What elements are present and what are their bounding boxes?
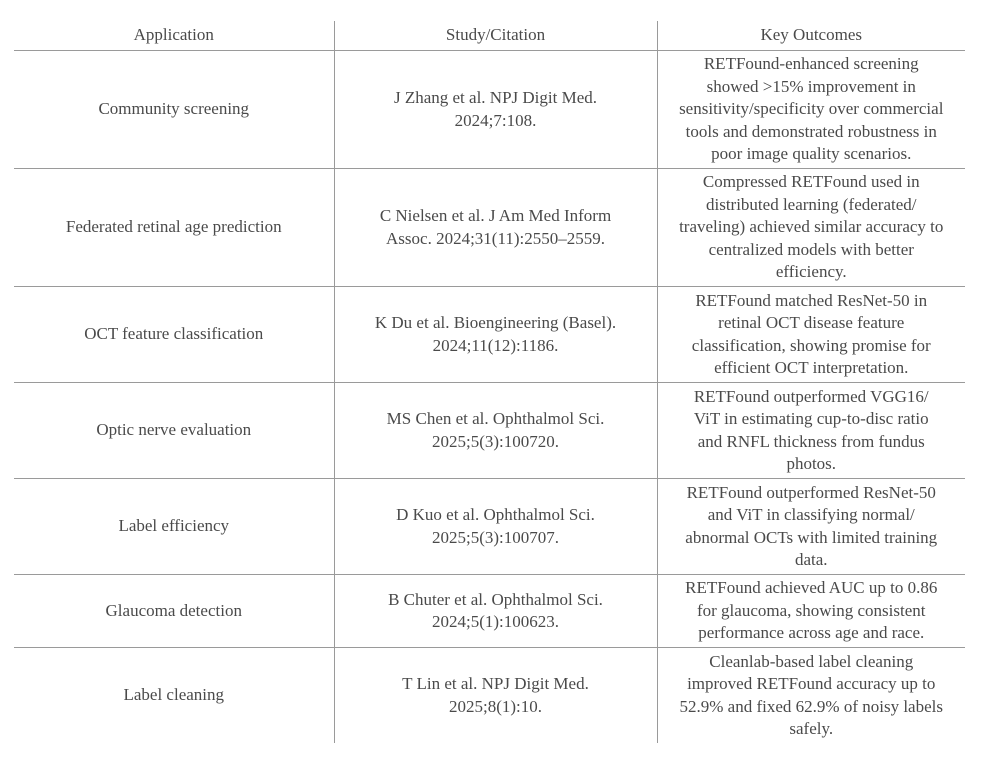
outcome-line: ViT in estimating cup-to-disc ratio: [693, 409, 929, 428]
application-cell: Optic nerve evaluation: [14, 383, 334, 479]
header-study-citation: Study/Citation: [334, 21, 657, 51]
outcome-cell: [657, 287, 965, 383]
outcome-cell: [657, 169, 965, 287]
table-header-row: [14, 21, 965, 51]
application-cell: Label efficiency: [14, 479, 334, 575]
outcome-cell: [657, 383, 965, 479]
outcome-line: RETFound matched ResNet-50 in: [695, 290, 928, 310]
outcome-line: centralized models with better: [708, 239, 914, 259]
application-cell: Community screening: [14, 51, 334, 169]
citation-line: 2025;8(1):10.: [448, 696, 543, 716]
results-table-container: [14, 21, 965, 743]
citation-line: B Chuter et al. Ophthalmol Sci.: [388, 589, 603, 609]
table-row: [14, 51, 965, 169]
outcome-line: retinal OCT disease feature: [718, 313, 905, 332]
outcome-line: RETFound achieved AUC up to 0.86: [685, 578, 938, 598]
outcome-line: and ViT in classifying normal/: [707, 505, 915, 524]
outcome-line: safely.: [789, 719, 834, 738]
citation-line: K Du et al. Bioengineering (Basel).: [374, 313, 617, 332]
citation-cell: [334, 648, 657, 744]
citation-cell: [334, 51, 657, 169]
citation-line: Assoc. 2024;31(11):2550–2559.: [386, 228, 605, 248]
outcome-line: distributed learning (federated/: [705, 194, 917, 214]
application-cell: OCT feature classification: [14, 287, 334, 383]
outcome-line: Compressed RETFound used in: [702, 172, 920, 192]
outcome-line: efficient OCT interpretation.: [714, 358, 909, 377]
outcome-line: Cleanlab-based label cleaning: [709, 651, 914, 671]
application-cell: Glaucoma detection: [14, 575, 334, 648]
application-cell: Label cleaning: [14, 648, 334, 744]
citation-cell: [334, 575, 657, 648]
outcome-line: performance across age and race.: [698, 623, 925, 643]
citation-line: MS Chen et al. Ophthalmol Sci.: [386, 409, 605, 428]
outcome-line: RETFound outperformed VGG16/: [693, 386, 929, 406]
citation-line: 2024;5(1):100623.: [431, 612, 560, 631]
outcome-line: RETFound outperformed ResNet-50: [686, 482, 936, 502]
outcome-line: 52.9% and fixed 62.9% of noisy labels: [679, 696, 943, 716]
outcome-line: RETFound-enhanced screening: [703, 54, 919, 74]
application-cell: Federated retinal age prediction: [14, 169, 334, 287]
outcome-line: photos.: [786, 454, 837, 473]
outcome-line: showed >15% improvement in: [706, 76, 916, 96]
header-key-outcomes: Key Outcomes: [657, 21, 965, 51]
table-row: [14, 383, 965, 479]
table-row: [14, 648, 965, 744]
outcome-line: data.: [794, 550, 828, 569]
outcome-line: for glaucoma, showing consistent: [696, 600, 926, 620]
citation-line: 2025;5(3):100707.: [431, 527, 560, 547]
outcome-line: tools and demonstrated robustness in: [685, 121, 937, 141]
citation-line: 2025;5(3):100720.: [431, 431, 560, 451]
citation-line: 2024;11(12):1186.: [432, 335, 559, 355]
table-row: [14, 575, 965, 648]
table-row: [14, 287, 965, 383]
outcome-line: classification, showing promise for: [691, 335, 931, 355]
citation-line: 2024;7:108.: [454, 110, 537, 130]
outcome-cell: [657, 575, 965, 648]
outcome-line: traveling) achieved similar accuracy to: [679, 217, 944, 237]
citation-line: C Nielsen et al. J Am Med Inform: [379, 206, 612, 225]
citation-cell: [334, 479, 657, 575]
citation-cell: [334, 383, 657, 479]
outcome-line: abnormal OCTs with limited training: [685, 527, 938, 547]
outcome-line: sensitivity/specificity over commercial: [679, 99, 944, 119]
results-table: [14, 21, 965, 743]
outcome-cell: [657, 648, 965, 744]
outcome-cell: [657, 479, 965, 575]
table-row: [14, 169, 965, 287]
outcome-line: improved RETFound accuracy up to: [687, 674, 936, 693]
outcome-line: and RNFL thickness from fundus: [697, 431, 925, 451]
header-application: Application: [14, 21, 334, 51]
outcome-line: efficiency.: [775, 262, 847, 282]
citation-line: D Kuo et al. Ophthalmol Sci.: [396, 505, 595, 524]
outcome-cell: [657, 51, 965, 169]
citation-cell: [334, 287, 657, 383]
citation-line: T Lin et al. NPJ Digit Med.: [402, 674, 589, 693]
citation-line: J Zhang et al. NPJ Digit Med.: [393, 88, 598, 107]
citation-cell: [334, 169, 657, 287]
outcome-line: poor image quality scenarios.: [711, 144, 912, 164]
table-row: [14, 479, 965, 575]
